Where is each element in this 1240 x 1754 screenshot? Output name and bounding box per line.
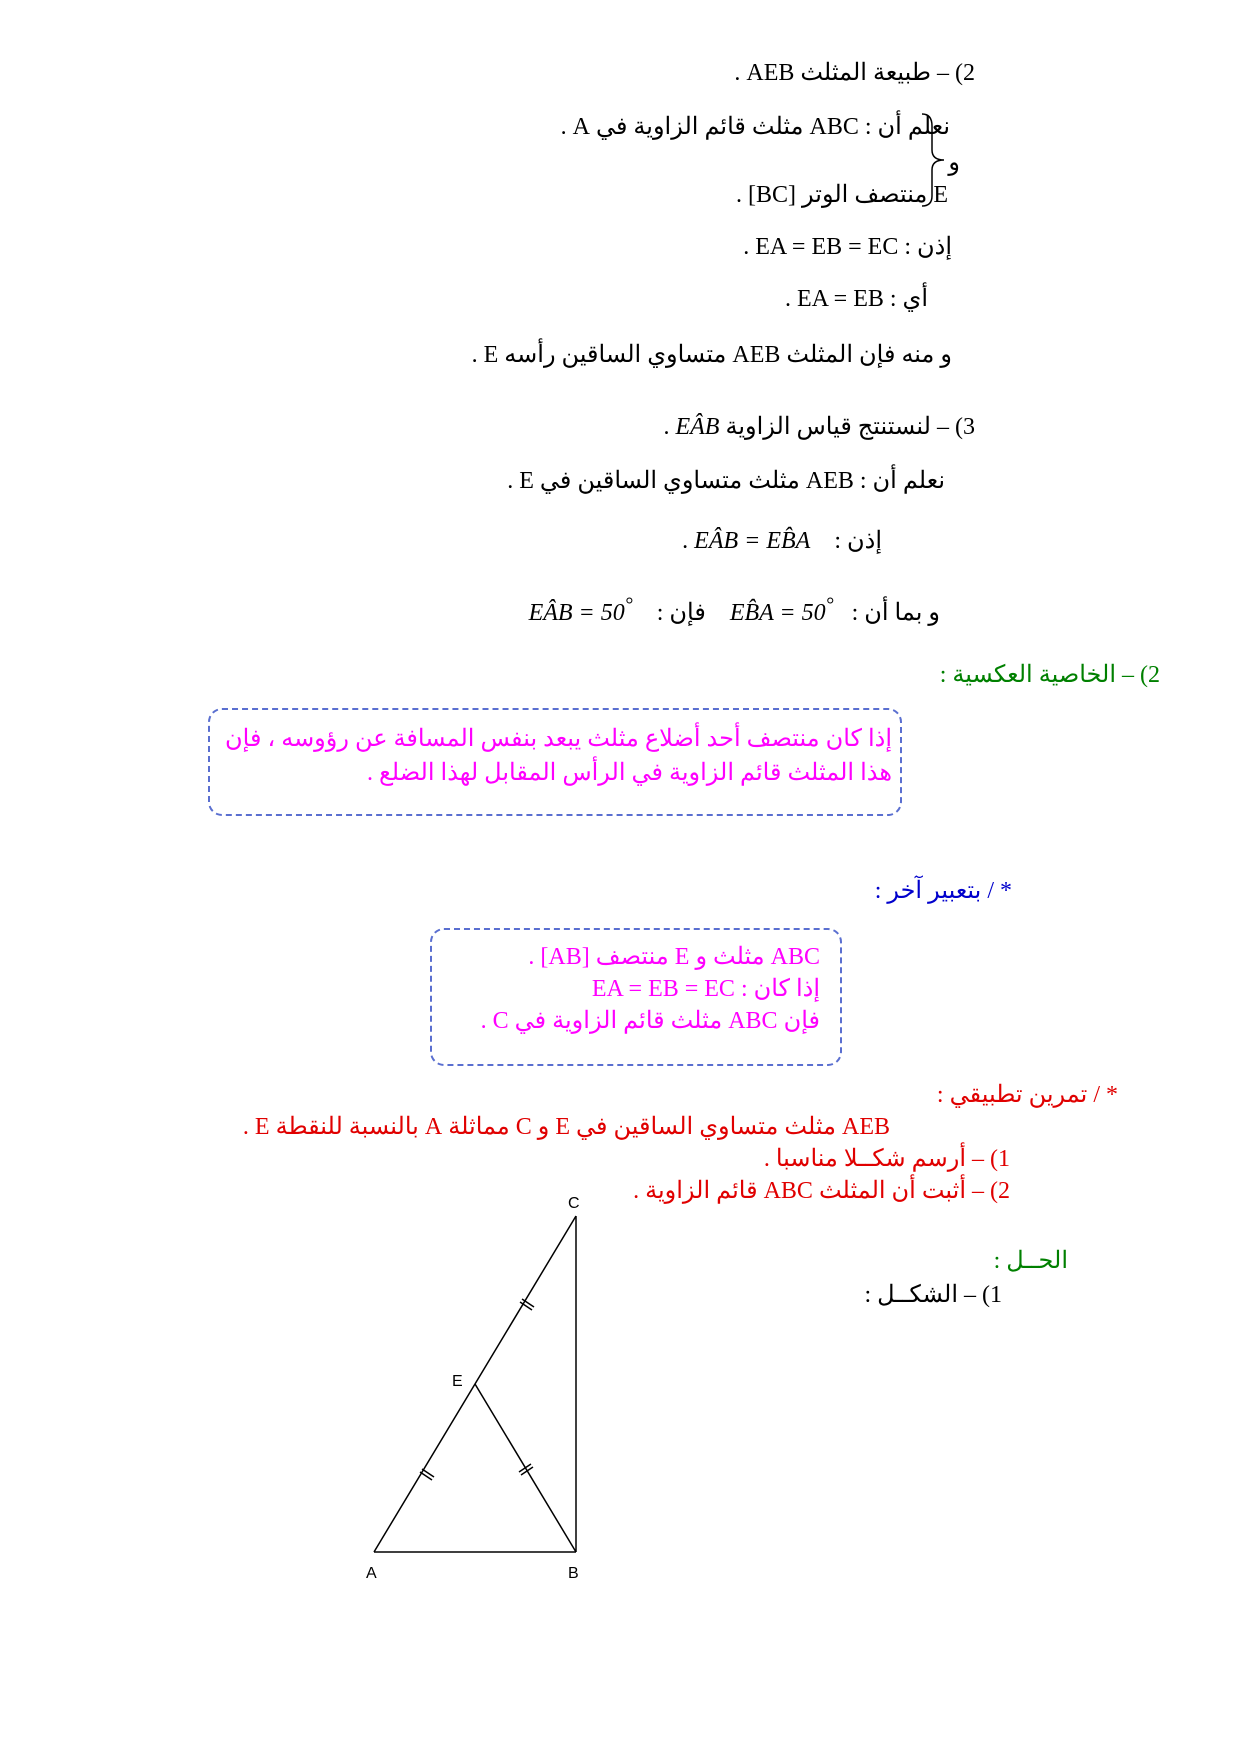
result-equation: EÂB = 50° xyxy=(528,594,633,626)
segment-ab: [AB] xyxy=(540,944,590,970)
angle-eab: EÂB xyxy=(675,414,720,440)
conclusion-text: متساوي الساقين رأسه xyxy=(504,342,727,368)
tri-abc: ABC xyxy=(763,1178,813,1204)
tri-aeb: AEB xyxy=(805,468,854,494)
symmetric-text: مماثلة xyxy=(448,1114,510,1140)
other-line-3: فإن ABC مثلث قائم الزاوية في C . xyxy=(480,1008,820,1034)
conclusion-prefix: و منه فإن المثلث xyxy=(786,342,952,368)
point-e-end: E . xyxy=(242,1114,270,1140)
section2-title-tri: AEB xyxy=(746,60,795,86)
isosceles-text: مثلث متساوي الساقين في xyxy=(539,468,800,494)
point-a: A xyxy=(424,1114,443,1140)
point-e: E xyxy=(933,182,948,208)
solution-title: الحــل : xyxy=(993,1248,1068,1274)
then-label: إذن : xyxy=(834,528,882,554)
section3-num: 3) xyxy=(955,414,975,440)
section2-num: 2) xyxy=(955,60,975,86)
known-label: نعلم أن : xyxy=(864,114,950,140)
and-word: و xyxy=(948,150,960,176)
section3-title-text: – لنستنتج قياس الزاوية xyxy=(725,414,949,440)
isosceles-text: مثلث متساوي الساقين في xyxy=(576,1114,836,1140)
label-c: C xyxy=(568,1195,580,1212)
converse-line-2: هذا المثلث قائم الزاوية في الرأس المقابل لهذا الضلع . xyxy=(367,760,892,786)
point-e: E xyxy=(483,342,499,368)
other-title: * / بتعبير آخر : xyxy=(874,878,1012,904)
point-e: E xyxy=(519,468,534,494)
other-line-2 xyxy=(592,974,820,1004)
q1-num: 1) xyxy=(990,1146,1010,1172)
converse-line-1: إذا كان منتصف أحد أضلاع مثلث يبعد بنفس المسافة عن رؤوسه ، فإن xyxy=(225,726,892,752)
exercise-statement xyxy=(243,1112,890,1142)
section2-title: 2) – طبيعة المثلث AEB . xyxy=(734,60,975,86)
other-line-1: ABC مثلث و E منتصف [AB] . xyxy=(528,944,820,970)
section2-then: إذن : EA = EB = EC . xyxy=(743,234,952,260)
tri-abc: ABC xyxy=(728,1008,778,1034)
section3-known: نعلم أن : AEB مثلث متساوي الساقين في E . xyxy=(507,468,945,494)
label-e: E xyxy=(452,1373,463,1390)
section2-line-a: نعلم أن : ABC مثلث قائم الزاوية في A . xyxy=(560,114,950,140)
exercise-q1 xyxy=(764,1144,1010,1174)
converse-title xyxy=(940,660,1160,690)
tri-abc: ABC xyxy=(770,944,820,970)
right-angle-text: مثلث قائم الزاوية في xyxy=(514,1008,723,1034)
section2-conclusion: و منه فإن المثلث AEB متساوي الساقين رأسه E . xyxy=(471,342,952,368)
section3-title: 3) – لنستنتج قياس الزاوية EÂB . xyxy=(663,414,975,440)
then-label: إذن : xyxy=(904,234,952,260)
angle-equality: EÂB = EB̂A xyxy=(694,528,811,554)
converse-num: 2) xyxy=(1140,662,1160,688)
exercise-title: * / تمرين تطبيقي : xyxy=(936,1082,1118,1108)
point-e: E xyxy=(555,1114,571,1140)
point-c: C xyxy=(515,1114,532,1140)
since-equation: EB̂A = 50° xyxy=(729,594,834,626)
if-equation: EA = EB = EC xyxy=(591,976,735,1002)
then-equation: EA = EB = EC xyxy=(755,234,899,260)
q2-text-2: قائم الزاوية . xyxy=(633,1178,758,1204)
section2-line-b: E منتصف الوتر [BC] . xyxy=(736,182,948,208)
ie-label: أي : xyxy=(889,286,928,312)
point-a: A xyxy=(572,114,590,140)
section3-then: إذن : EÂB = EB̂A . xyxy=(682,528,882,554)
right-angle-text: مثلث قائم الزاوية في xyxy=(595,114,804,140)
converse-title-text: – الخاصية العكسية : xyxy=(939,662,1134,688)
if-label: إذا كان : xyxy=(740,976,820,1002)
tri-abc: ABC xyxy=(809,114,859,140)
wrt-point-text: بالنسبة للنقطة xyxy=(275,1114,419,1140)
exercise-q2 xyxy=(633,1176,1010,1206)
midpoint-text: منتصف الوتر xyxy=(802,182,928,208)
q1-text: – أرسم شكــلا مناسبا . xyxy=(763,1146,984,1172)
point-e: E xyxy=(674,944,690,970)
tri-aeb: AEB xyxy=(842,1114,890,1140)
and-word: و xyxy=(537,1114,550,1140)
tri-aeb: AEB xyxy=(732,342,781,368)
so-label: فإن : xyxy=(656,600,706,626)
so-label: فإن xyxy=(783,1008,820,1034)
fig-num: 1) xyxy=(982,1282,1002,1308)
point-c: C xyxy=(492,1008,509,1034)
q2-text: – أثبت أن المثلث xyxy=(818,1178,984,1204)
ie-equation: EA = EB xyxy=(797,286,884,312)
midpoint-text: منتصف xyxy=(595,944,669,970)
label-b: B xyxy=(568,1565,579,1582)
triangle-figure xyxy=(360,1190,600,1600)
triangle-and: مثلث و xyxy=(695,944,765,970)
section2-ie: أي : EA = EB . xyxy=(785,286,928,312)
known-label: نعلم أن : xyxy=(859,468,945,494)
solution-figure-label xyxy=(864,1280,1002,1310)
segment-bc: [BC] xyxy=(748,182,797,208)
q2-num: 2) xyxy=(990,1178,1010,1204)
section2-title-text: – طبيعة المثلث xyxy=(800,60,949,86)
section3-since xyxy=(529,590,940,628)
since-label: و بما أن : xyxy=(851,600,940,626)
label-a: A xyxy=(366,1565,377,1582)
fig-text: – الشكــل : xyxy=(864,1282,976,1308)
